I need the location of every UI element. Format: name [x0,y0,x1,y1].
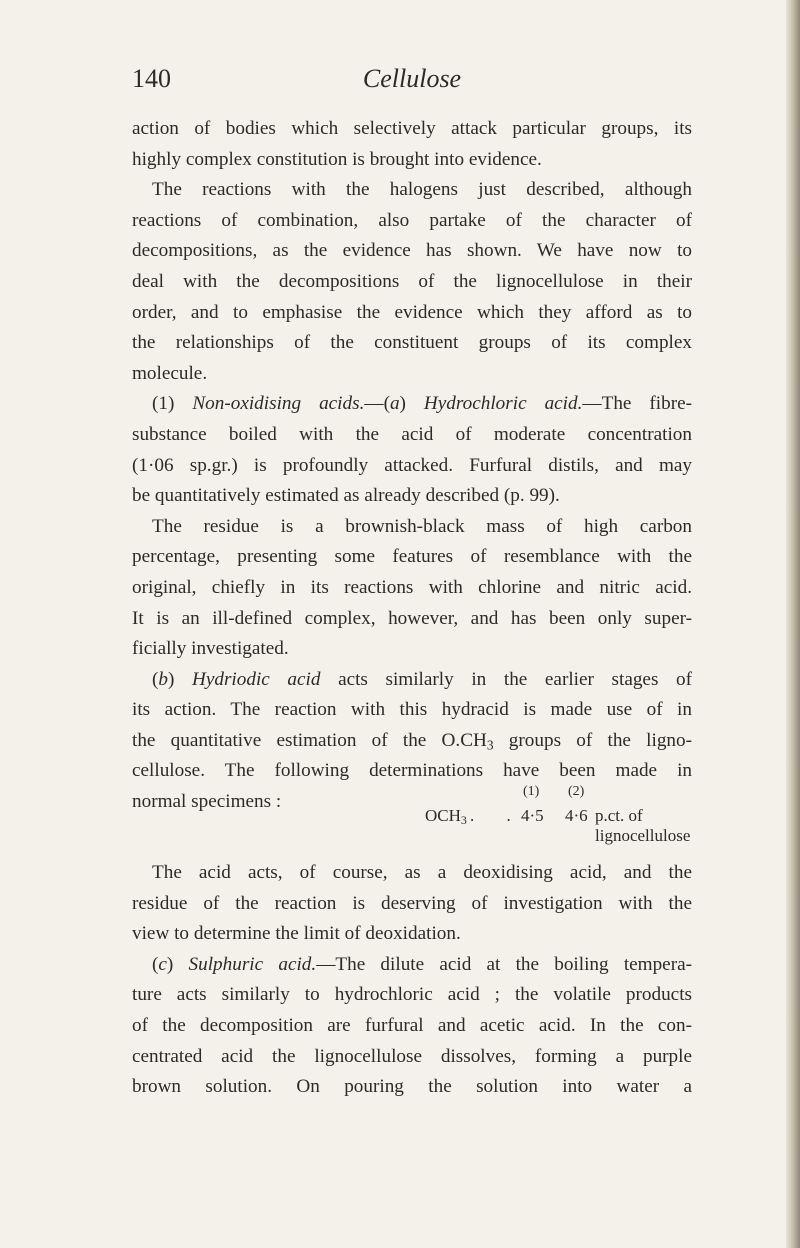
text-line: (1·06 sp.gr.) is profoundly attacked. Furfural distils, and may [132,454,692,476]
text-line: percentage, presenting some features of resemblance with the [132,546,692,568]
subsection-heading-line [132,665,692,696]
text-line: its action. The reaction with this hydracid is made use of in [132,699,692,721]
text-fragment: —The fibre- [582,393,693,415]
text-line: cellulose. The following determinations have been made in [132,760,692,782]
row-label [425,806,467,826]
section-heading-line [132,389,692,420]
text-line: normal specimens : [132,791,282,813]
text-line: It is an ill-defined complex, however, and has been only super- [132,607,692,629]
section-heading: Non-oxidising acids. [192,393,365,415]
text-line: the relationships of the constituent groups of its complex [132,332,692,354]
text-line: The acid acts, of course, as a deoxidising acid, and the [152,862,692,883]
leader-dots: . . [470,806,525,825]
text-fragment: the quantitative estimation of the O.CH [132,729,487,751]
text-fragment: groups of the ligno- [493,729,692,751]
running-title: Cellulose [362,64,462,93]
text-line: brown solution. On pouring the solution into water a [132,1076,692,1098]
text-line: ture acts similarly to hydrochloric acid ; the volatile products [132,984,692,1006]
subsection-heading: Hydrochloric acid. [423,393,583,415]
punctuation: ) [167,668,192,690]
text-line: be quantitatively estimated as already described (p. 99). [132,485,560,507]
text-line: of the decomposition are furfural and acetic acid. In the con- [132,1014,692,1036]
body-text [132,114,692,818]
text-line: original, chiefly in its reactions with chlorine and nitric acid. [132,576,692,598]
page-number: 140 [132,64,171,93]
text-line: view to determine the limit of deoxidation. [132,923,461,945]
subsection-heading: Hydriodic acid [192,668,321,690]
text-line: reactions of combination, also partake of the character of [132,209,692,231]
text-line: The residue is a brownish-black mass of high carbon [152,515,692,537]
row-label-text: OCH [425,806,461,825]
subscript: 3 [486,737,494,753]
page-edge-shadow [786,0,800,1248]
text-line: ficially investigated. [132,638,289,660]
text-line: highly complex constitution is brought into evidence. [132,148,542,170]
punctuation: —( [364,393,390,415]
subsection-heading-line [132,950,692,981]
text-line: action of bodies which selectively attack particular groups, its [132,118,692,139]
punctuation: ) [166,953,189,975]
punctuation: ( [152,953,159,975]
body-text-continued [132,858,692,1103]
text-line: residue of the reaction is deserving of investigation with the [132,892,692,914]
column-header-1: (1) [523,784,540,799]
page-header [132,64,692,104]
text-line: centrated acid the lignocellulose dissolves, forming a purple [132,1045,692,1067]
punctuation: ( [152,668,159,690]
column-header-2: (2) [568,784,585,799]
sub-letter: b [158,668,168,690]
determination-table [132,784,692,848]
sub-letter: a [389,393,400,415]
text-line: decompositions, as the evidence has shown. We have now to [132,240,692,262]
subscript: 3 [460,812,467,827]
text-fragment: acts similarly in the earlier stages of [320,668,693,690]
value-1: 4·5 [521,806,544,825]
text-line: The reactions with the halogens just described, although [152,179,692,201]
text-line: order, and to emphasise the evidence which they afford as to [132,301,692,323]
text-line: molecule. [132,362,208,384]
text-fragment: —The dilute acid at the boiling tempera- [316,953,692,975]
subsection-heading: Sulphuric acid. [188,953,317,975]
value-2: 4·6 [565,806,588,825]
punctuation: ) [399,393,424,415]
section-number: (1) [152,393,193,415]
text-line: substance boiled with the acid of moderate concentration [132,423,692,445]
text-line: deal with the decompositions of the lignocellulose in their [132,270,692,292]
value-unit: p.ct. of lignocellulose [595,806,691,845]
sub-letter: c [158,953,167,975]
text-line [132,726,692,757]
